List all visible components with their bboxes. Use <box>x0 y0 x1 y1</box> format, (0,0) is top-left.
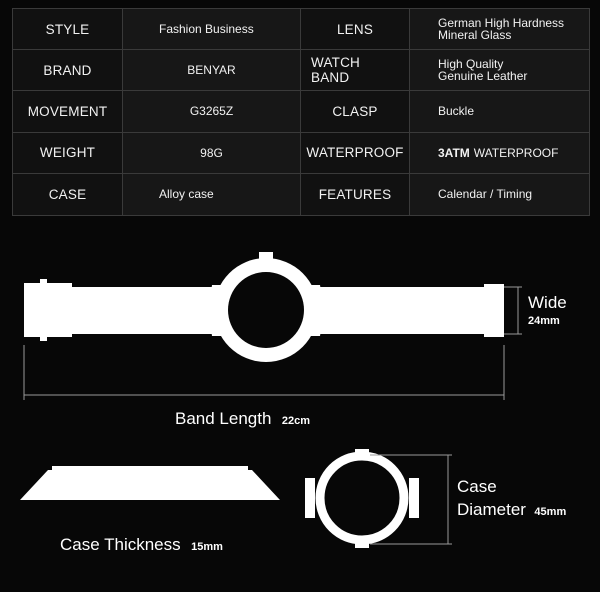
spec-key-watch-band: WATCH BAND <box>301 50 410 91</box>
band-length-label-group <box>175 409 310 429</box>
spec-value-movement: G3265Z <box>123 91 301 132</box>
watch-front-illustration <box>24 252 504 362</box>
spec-value-lens-line1: German High Hardness <box>438 16 565 31</box>
spec-value-waterproof-rating: 3ATM <box>438 145 470 160</box>
case-diameter-label-line1: Case <box>457 477 497 496</box>
case-lug-right <box>304 285 323 336</box>
buckle-keeper <box>40 279 47 341</box>
band-right-end <box>484 284 504 337</box>
spec-key-features: FEATURES <box>301 174 410 215</box>
band-length-value: 22cm <box>281 415 311 427</box>
spec-value-watch-band-line2: Genuine Leather <box>438 69 528 84</box>
spec-key-case: CASE <box>13 174 123 215</box>
spec-value-waterproof-label: WATERPROOF <box>473 145 559 160</box>
spec-key-lens: LENS <box>301 9 410 50</box>
case-side-glass <box>52 466 248 471</box>
spec-value-features: Calendar / Timing <box>410 174 589 215</box>
case-side-body <box>20 470 280 500</box>
spec-key-style: STYLE <box>13 9 123 50</box>
spec-key-brand: BRAND <box>13 50 123 91</box>
band-left-end <box>24 283 72 337</box>
case-outline-illustration <box>320 456 404 540</box>
case-outline-crown-bottom <box>355 540 369 548</box>
case-diameter-label-group <box>457 477 566 520</box>
case-outline-lug-left <box>305 478 315 518</box>
case-outline-lug-right <box>409 478 419 518</box>
spec-key-movement: MOVEMENT <box>13 91 123 132</box>
spec-key-waterproof: WATERPROOF <box>301 133 410 174</box>
spec-value-style: Fashion Business <box>123 9 301 50</box>
case-outline-crown-top <box>355 449 369 457</box>
band-length-label: Band Length <box>175 409 272 428</box>
wide-dimension-lines <box>504 287 522 334</box>
watch-dial <box>228 272 304 348</box>
wide-label-group <box>528 293 567 327</box>
spec-value-case: Alloy case <box>123 174 301 215</box>
spec-value-lens-line2: Mineral Glass <box>438 28 512 43</box>
case-thickness-label: Case Thickness <box>60 535 181 554</box>
spec-value-brand: BENYAR <box>123 50 301 91</box>
case-thickness-value: 15mm <box>191 541 223 553</box>
spec-key-clasp: CLASP <box>301 91 410 132</box>
spec-value-watch-band-line1: High Quality <box>438 57 504 72</box>
wide-label: Wide <box>528 293 567 312</box>
watch-side-illustration <box>20 466 280 500</box>
watch-crown-top <box>259 252 273 260</box>
case-thickness-label-group <box>60 535 223 555</box>
case-lug-left <box>210 285 228 336</box>
case-outline-ring <box>320 456 404 540</box>
spec-key-weight: WEIGHT <box>13 133 123 174</box>
spec-value-clasp: Buckle <box>410 91 589 132</box>
case-diameter-value: 45mm <box>534 506 567 518</box>
wide-value: 24mm <box>528 315 560 327</box>
spec-value-weight: 98G <box>123 133 301 174</box>
case-diameter-label-line2: Diameter <box>457 500 526 519</box>
